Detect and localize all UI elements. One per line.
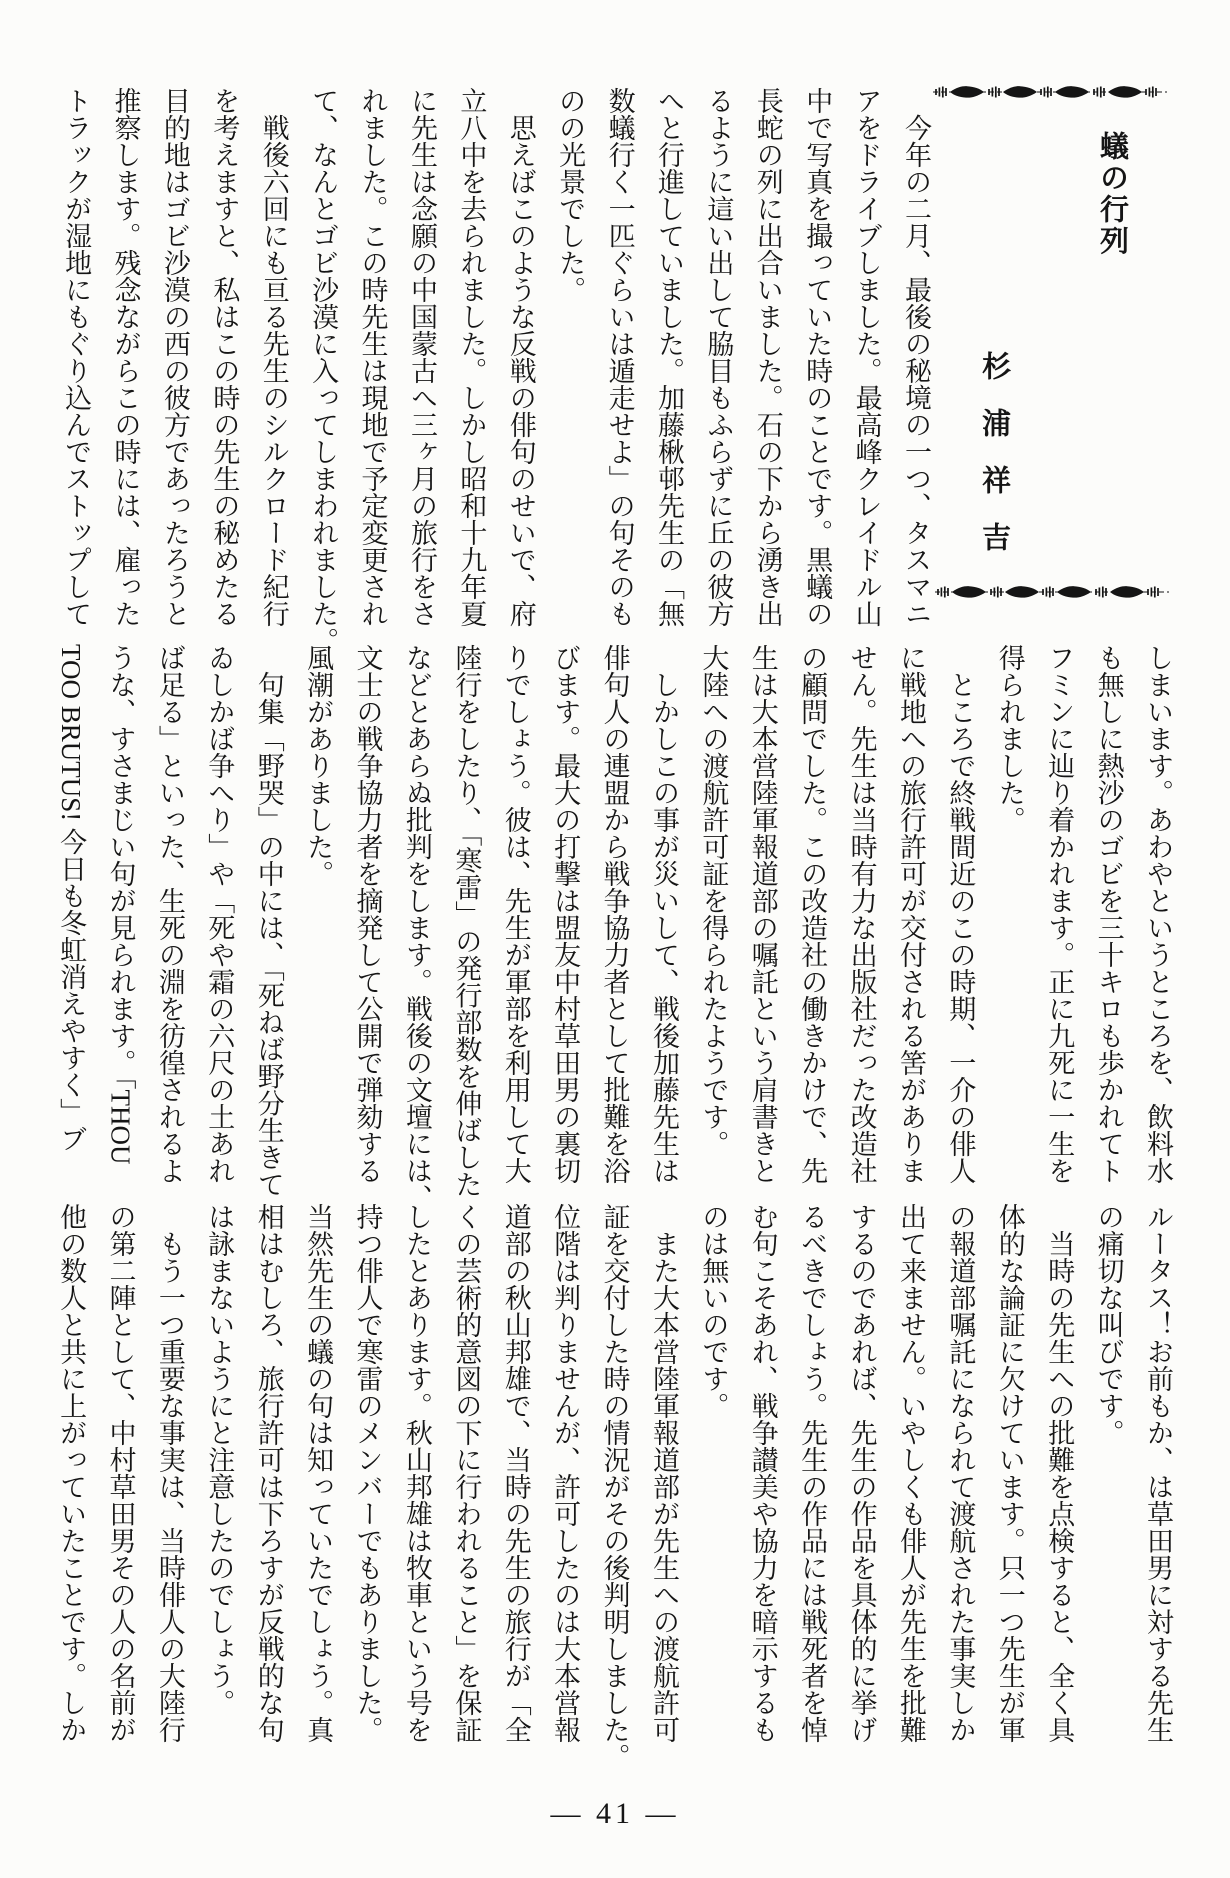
text-column: を考えますと、私はこの時の先生の秘めたる bbox=[209, 87, 240, 627]
text-band-3 bbox=[46, 1203, 1182, 1770]
text-column: びます。最大の打撃は盟友中村草田男の裏切 bbox=[550, 644, 581, 1184]
text-column: しかしこの事が災いして、戦後加藤先生は bbox=[648, 644, 679, 1184]
text-column: の痛切な叫びです。 bbox=[1093, 1203, 1124, 1446]
text-column: ルータス！お前もか、は草田男に対する先生 bbox=[1143, 1203, 1173, 1743]
text-column: ところで終戦間近のこの時期、一介の俳人 bbox=[945, 644, 976, 1184]
text-column: しまいます。あわやというところを、飲料水 bbox=[1143, 644, 1173, 1184]
text-column: む句こそあれ、戦争讃美や協力を暗示するも bbox=[747, 1203, 778, 1743]
text-column: れました。この時先生は現地で予定変更され bbox=[357, 87, 388, 627]
text-band-1 bbox=[51, 87, 940, 654]
text-column: 持つ俳人で寒雷のメンバーでもありました。 bbox=[352, 1203, 383, 1743]
text-column: うな、すさまじい句が見られます。「THOU bbox=[105, 644, 136, 1165]
wave-divider-ornament-top bbox=[933, 84, 1167, 100]
text-column: 出て来ません。いやしくも俳人が先生を批難 bbox=[895, 1203, 926, 1743]
text-column: 中で写真を撮っていた時のことです。黒蟻の bbox=[802, 87, 833, 627]
text-column: て、なんとゴビ沙漠に入ってしまわれました。 bbox=[308, 87, 339, 654]
text-column: 句集「野哭」の中には、「死ねば野分生きて bbox=[253, 644, 284, 1198]
text-column: のは無いのです。 bbox=[698, 1203, 729, 1419]
text-column: TOO BRUTUS! 今日も冬虹消えやすく」ブ bbox=[56, 644, 87, 1153]
text-column: のの光景でした。 bbox=[555, 87, 586, 303]
text-band-2 bbox=[46, 644, 1182, 1211]
text-column: 生は大本営陸軍報道部の嘱託という肩書きと bbox=[747, 644, 778, 1184]
text-column: ば足る」といった、生死の淵を彷徨されるよ bbox=[154, 644, 185, 1184]
text-column: また大本営陸軍報道部が先生への渡航許可 bbox=[648, 1203, 679, 1743]
text-column: 当時の先生への批難を点検すると、全く具 bbox=[1044, 1203, 1075, 1743]
text-column: 推察します。残念ながらこの時には、雇った bbox=[110, 87, 141, 627]
text-column: の報道部嘱託になられて渡航された事実しか bbox=[945, 1203, 976, 1743]
text-column: りでしょう。彼は、先生が軍部を利用して大 bbox=[500, 644, 531, 1184]
text-column: 陸行をしたり、「寒雷」の発行部数を伸ばした bbox=[451, 644, 482, 1198]
text-column: に戦地への旅行許可が交付される筈がありま bbox=[895, 644, 926, 1184]
text-column: も無しに熱沙のゴビを三十キロも歩かれてト bbox=[1093, 644, 1124, 1184]
text-column: せん。先生は当時有力な出版社だった改造社 bbox=[846, 644, 877, 1184]
text-column: 目的地はゴビ沙漠の西の彼方であったろうと bbox=[159, 87, 190, 627]
text-column: アをドライブしました。最高峰クレイドル山 bbox=[851, 87, 882, 627]
page-number: — 41 — bbox=[550, 1797, 680, 1830]
text-column: の第二陣として、中村草田男その人の名前が bbox=[105, 1203, 136, 1743]
text-column: したとあります。秋山邦雄は牧車という号を bbox=[401, 1203, 432, 1743]
text-column: 風潮がありました。 bbox=[303, 644, 334, 887]
text-column: 俳句人の連盟から戦争協力者として批難を浴 bbox=[599, 644, 630, 1184]
text-column: 立八中を去られました。しかし昭和十九年夏 bbox=[456, 87, 487, 627]
text-column: フミンに辿り着かれます。正に九死に一生を bbox=[1044, 644, 1075, 1184]
text-column: るべきでしょう。先生の作品には戦死者を悼 bbox=[797, 1203, 828, 1743]
text-column: 思えばこのような反戦の俳句のせいで、府 bbox=[505, 87, 536, 627]
text-column: 他の数人と共に上がっていたことです。しか bbox=[56, 1203, 87, 1743]
text-column: 体的な論証に欠けています。只一つ先生が軍 bbox=[994, 1203, 1025, 1743]
text-column: は詠まないようにと注意したのでしょう。 bbox=[204, 1203, 235, 1716]
text-column: 当然先生の蟻の句は知っていたでしょう。真 bbox=[303, 1203, 334, 1743]
text-column: に先生は念願の中国蒙古へ三ヶ月の旅行をさ bbox=[406, 87, 437, 627]
text-column: 道部の秋山邦雄で、当時の先生の旅行が「全 bbox=[500, 1203, 531, 1743]
text-column: などとあらぬ批判をします。戦後の文壇には、 bbox=[401, 644, 432, 1211]
text-column: 相はむしろ、旅行許可は下ろすが反戦的な句 bbox=[253, 1203, 284, 1743]
wave-divider-ornament-bottom bbox=[935, 584, 1169, 600]
text-column: 位階は判りませんが、許可したのは大本営報 bbox=[550, 1203, 581, 1743]
text-column: くの芸術的意図の下に行われること」を保証 bbox=[451, 1203, 482, 1743]
text-column: ゐしかば争へり」や「死や霜の六尺の土あれ bbox=[204, 644, 235, 1184]
text-column: 今年の二月、最後の秘境の一つ、タスマニ bbox=[901, 87, 931, 627]
article-title: 蟻の行列 bbox=[1096, 131, 1128, 257]
text-column: の顧問でした。この改造社の働きかけで、先 bbox=[797, 644, 828, 1184]
text-column: 長蛇の列に出合いました。石の下から湧き出 bbox=[752, 87, 783, 627]
text-column: るように這い出して脇目もふらずに丘の彼方 bbox=[703, 87, 734, 627]
text-column: 戦後六回にも亘る先生のシルクロード紀行 bbox=[258, 87, 289, 627]
text-column: もう一つ重要な事実は、当時俳人の大陸行 bbox=[154, 1203, 185, 1743]
text-column: トラックが湿地にもぐり込んでストップして bbox=[61, 87, 92, 627]
text-column: へと行進していました。加藤楸邨先生の「無 bbox=[653, 87, 684, 627]
text-column: 証を交付した時の情況がその後判明しました。 bbox=[599, 1203, 630, 1770]
text-column: 大陸への渡航許可証を得られたようです。 bbox=[698, 644, 729, 1157]
text-column: 文士の戦争協力者を摘発して公開で弾劾する bbox=[352, 644, 383, 1184]
text-column: するのであれば、先生の作品を具体的に挙げ bbox=[846, 1203, 877, 1743]
author-name: 杉浦祥吉 bbox=[978, 351, 1010, 579]
text-column: 数蟻行く一匹ぐらいは遁走せよ」の句そのも bbox=[604, 87, 635, 627]
text-column: 得られました。 bbox=[994, 644, 1025, 833]
